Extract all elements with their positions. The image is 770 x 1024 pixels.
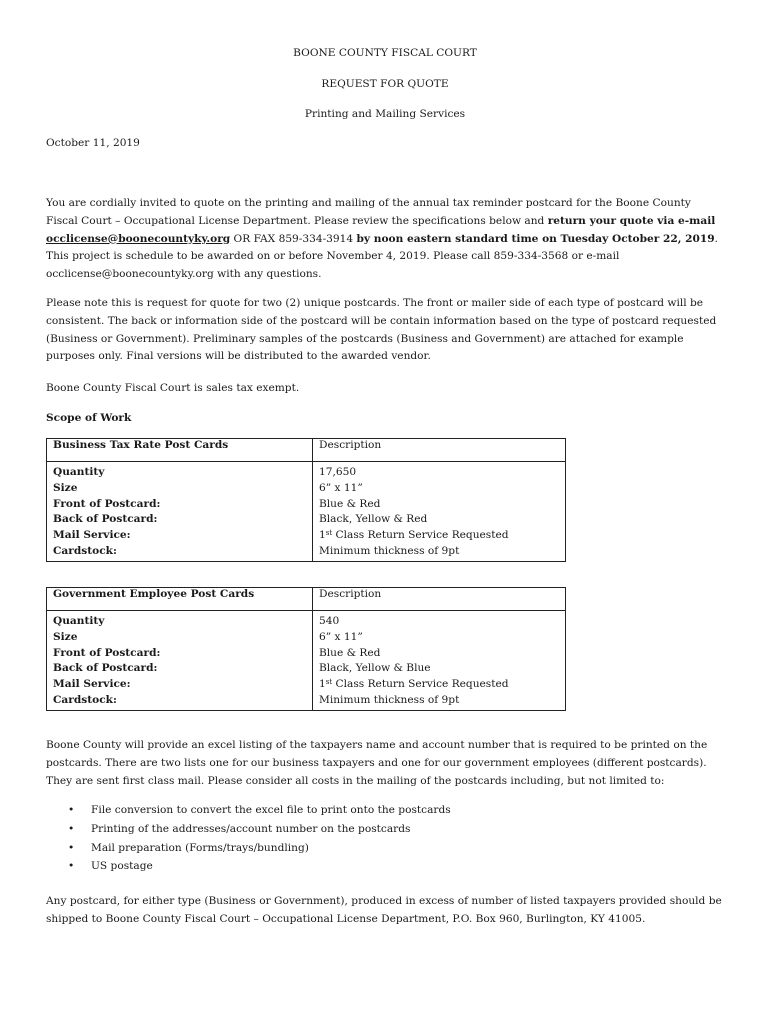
table-row-label: Quantity xyxy=(53,466,105,478)
table-row-value: Black, Yellow & Red xyxy=(319,513,428,526)
table-row-value: 1st Class Return Service Requested xyxy=(319,529,509,542)
table-row-value: 17,650 xyxy=(319,466,357,478)
table-row-value: 1st Class Return Service Requested xyxy=(319,678,509,691)
table-row-value: Blue & Red xyxy=(319,497,381,510)
intro-text-c: . This project is schedule to be awarded on or before November 4, 2019. Please call 859-334-3568 or e-mail occlicense@boonecountyky.org with any questions. xyxy=(46,232,718,281)
closing-paragraph: Any postcard, for either type (Business or Government), produced in excess of number of listed taxpayers provided should be shipped to Boone County Fiscal Court – Occupational License Department, P.O. Box 960, Burlington, KY 41005. xyxy=(46,895,722,925)
table-row-value: Minimum thickness of 9pt xyxy=(319,544,460,557)
table-row-label: Back of Postcard: xyxy=(53,662,158,675)
business-table-desc-header: Description xyxy=(313,439,566,462)
table-row-value: Blue & Red xyxy=(319,646,381,659)
listing-paragraph: Boone County will provide an excel listing of the taxpayers name and account number that is required to be printed on the postcards. There are two lists one for our business taxpayers and one for our government employees (different postcards). They are sent first class mail. Please consider all costs in the mailing of the postcards including, but not limited to: xyxy=(46,739,708,787)
cost-items-list xyxy=(46,801,451,876)
government-table-title: Government Employee Post Cards xyxy=(47,588,313,611)
table-row-value: 6” x 11” xyxy=(319,481,363,494)
table-row-label: Cardstock: xyxy=(53,544,117,557)
business-labels-cell xyxy=(47,462,313,562)
email-link[interactable]: occlicense@boonecountyky.org xyxy=(46,232,231,245)
tax-exempt-note: Boone County Fiscal Court is sales tax exempt. xyxy=(46,382,300,394)
table-row-label: Size xyxy=(53,630,78,643)
intro-text-a: You are cordially invited to quote on the printing and mailing of the annual tax reminder postcard for the Boone County Fiscal Court – Occupational License Department. Please review the specifications below and xyxy=(46,197,691,227)
list-item: • US postage xyxy=(46,857,451,876)
table-row-value: 6” x 11” xyxy=(319,630,363,643)
table-row-label: Quantity xyxy=(53,615,105,627)
bullet-icon: • xyxy=(68,860,75,873)
table-row-label: Front of Postcard: xyxy=(53,646,161,659)
doc-type-title: REQUEST FOR QUOTE xyxy=(321,78,449,90)
intro-text-b: OR FAX 859-334-3914 xyxy=(230,232,357,245)
table-row-value: Minimum thickness of 9pt xyxy=(319,693,460,706)
government-labels-cell xyxy=(47,611,313,711)
intro-bold-return: return your quote via e-mail xyxy=(547,214,716,227)
list-item: • Printing of the addresses/account number on the postcards xyxy=(46,820,451,839)
table-row-label: Size xyxy=(53,481,78,494)
postcards-note-paragraph: Please note this is request for quote for two (2) unique postcards. The front or mailer side of each type of postcard will be consistent. The back or information side of the postcard will be contain information based on the type of postcard requested (Business or Government). Preliminary samples of the postcards (Business and Government) are attached for example purposes only. Final versions will be distributed to the awarded vendor. xyxy=(46,297,717,363)
table-row-value: Black, Yellow & Blue xyxy=(319,662,431,675)
org-title: BOONE COUNTY FISCAL COURT xyxy=(293,47,477,59)
table-row-label: Front of Postcard: xyxy=(53,497,161,510)
list-item: • File conversion to convert the excel file to print onto the postcards xyxy=(46,801,451,820)
government-postcard-table xyxy=(46,587,566,711)
intro-bold-deadline: by noon eastern standard time on Tuesday October 22, 2019 xyxy=(356,232,715,245)
business-postcard-table xyxy=(46,438,566,562)
subject-title: Printing and Mailing Services xyxy=(304,108,466,120)
government-values-cell xyxy=(313,611,566,711)
bullet-icon: • xyxy=(68,804,75,816)
intro-paragraph xyxy=(46,195,724,284)
business-values-cell xyxy=(313,462,566,562)
government-table-desc-header: Description xyxy=(313,588,566,611)
scope-heading: Scope of Work xyxy=(46,412,132,424)
list-item: • Mail preparation (Forms/trays/bundling) xyxy=(46,839,451,858)
document-date: October 11, 2019 xyxy=(46,137,140,149)
bullet-icon: • xyxy=(68,841,75,854)
business-table-title: Business Tax Rate Post Cards xyxy=(47,439,313,462)
table-row-label: Mail Service: xyxy=(53,678,131,691)
table-row-label: Cardstock: xyxy=(53,693,117,706)
bullet-icon: • xyxy=(68,822,75,835)
table-row-label: Mail Service: xyxy=(53,529,131,542)
table-row-label: Back of Postcard: xyxy=(53,513,158,526)
table-row-value: 540 xyxy=(319,615,340,627)
